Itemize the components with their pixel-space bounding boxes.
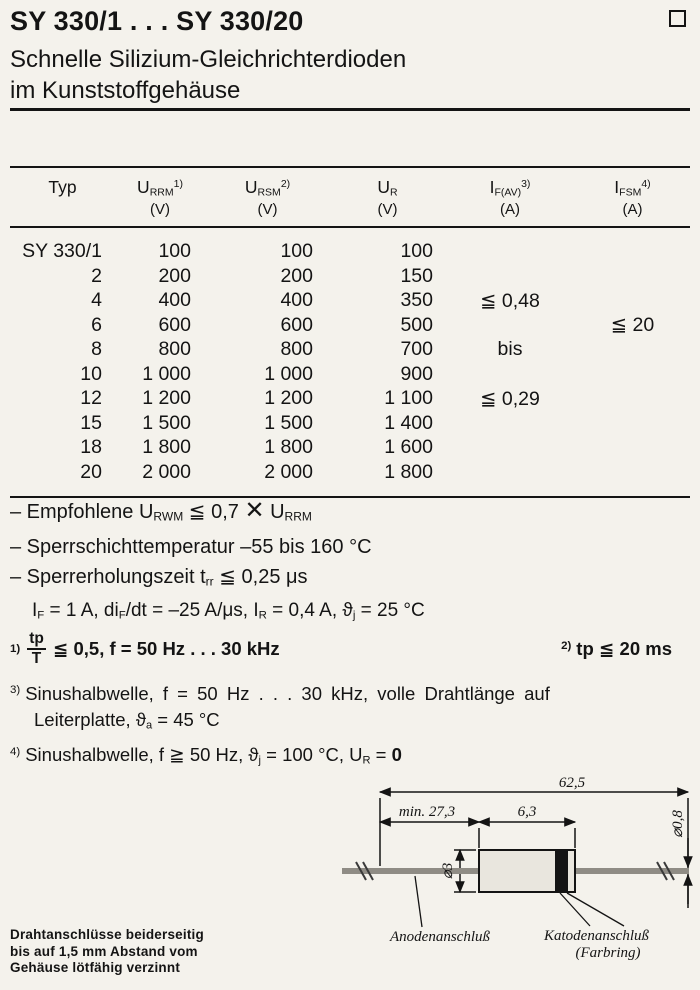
cell-typ: 12 bbox=[80, 387, 102, 410]
note-junction-temperature: – Sperrschichttemperatur –55 bis 160 °C bbox=[10, 535, 372, 558]
cell-typ: 8 bbox=[91, 338, 102, 361]
cell-ur: 1 800 bbox=[384, 460, 433, 483]
cell-typ: 10 bbox=[80, 362, 102, 385]
cell-ur: 900 bbox=[400, 362, 433, 385]
cell-ifsm bbox=[575, 264, 690, 289]
subtitle bbox=[10, 44, 406, 106]
col-header-ifav bbox=[445, 167, 575, 227]
cell-ifsm: ≦ 20 bbox=[610, 314, 655, 337]
table-row bbox=[10, 337, 690, 362]
subtitle-line-1: Schnelle Silizium-Gleichrichterdioden bbox=[10, 46, 407, 73]
cell-ursm: 800 bbox=[280, 338, 313, 361]
corner-mark bbox=[669, 10, 686, 27]
cell-ursm: 1 800 bbox=[264, 436, 313, 459]
cell-ifsm bbox=[575, 460, 690, 498]
fraction-denominator: T bbox=[31, 650, 42, 668]
cell-ifav: ≦ 0,29 bbox=[480, 387, 540, 410]
footnote-4-marker: 4) bbox=[10, 745, 21, 758]
table-row bbox=[10, 386, 690, 411]
dim-total-label: 62,5 bbox=[558, 776, 586, 791]
cell-urrm: 400 bbox=[158, 289, 191, 312]
cell-ifsm bbox=[575, 411, 690, 436]
table-row bbox=[10, 411, 690, 436]
footnote-2-text: tp ≦ 20 ms bbox=[576, 638, 672, 660]
cell-urrm: 1 500 bbox=[142, 411, 191, 434]
cell-typ: 2 bbox=[91, 264, 102, 287]
col-header-urrm bbox=[115, 167, 205, 227]
footnote-4 bbox=[10, 744, 690, 766]
solderability-note-line-1: Drahtanschlüsse beiderseitig bbox=[10, 927, 204, 942]
footnote-4-text: Sinushalbwelle, f ≧ 50 Hz, ϑj = 100 °C, UR = 0 bbox=[25, 743, 402, 767]
cell-typ: 20 bbox=[80, 460, 102, 483]
cell-ifsm bbox=[575, 227, 690, 264]
dim-lead-min-label: min. 27,3 bbox=[398, 804, 456, 820]
header-unit-ur: (V) bbox=[377, 201, 398, 219]
cell-ursm: 200 bbox=[280, 264, 313, 287]
cell-typ: 18 bbox=[80, 436, 102, 459]
header-unit-urrm: (V) bbox=[150, 201, 170, 219]
header-unit-ifsm: (A) bbox=[622, 201, 643, 219]
footnote-2-marker: 2) bbox=[561, 639, 572, 652]
cell-ifsm bbox=[575, 386, 690, 411]
cell-ur: 1 600 bbox=[384, 436, 433, 459]
col-header-ifsm bbox=[575, 167, 690, 227]
package-drawing-svg bbox=[272, 776, 696, 981]
cell-ursm: 1 200 bbox=[264, 387, 313, 410]
table-row bbox=[10, 227, 690, 264]
cell-ursm: 1 000 bbox=[264, 362, 313, 385]
diode-component bbox=[342, 850, 689, 892]
page-title: SY 330/1 . . . SY 330/20 bbox=[10, 6, 304, 36]
dim-body-length-label: 6,3 bbox=[517, 804, 537, 820]
header-symbol-ur: UR bbox=[377, 177, 398, 199]
header-symbol-ifsm: IFSM$^{4)}$ bbox=[614, 177, 651, 199]
cell-urrm: 1 000 bbox=[142, 362, 191, 385]
cell-ursm: 100 bbox=[280, 240, 313, 263]
footnote-1-marker: 1) bbox=[10, 643, 21, 656]
col-header-ur bbox=[330, 167, 445, 227]
footnote-3-line-2: Leiterplatte, ϑa = 45 °C bbox=[34, 708, 220, 731]
cell-ifav bbox=[445, 264, 575, 289]
footnote-3-marker: 3) bbox=[10, 684, 21, 697]
footnote-3-line-1 bbox=[10, 683, 690, 705]
table-header-row bbox=[10, 167, 690, 227]
solderability-note bbox=[10, 927, 204, 977]
cell-ifav bbox=[445, 435, 575, 460]
cell-ifav bbox=[445, 362, 575, 387]
cell-urrm: 600 bbox=[158, 313, 191, 336]
cell-ifav bbox=[445, 313, 575, 338]
header-unit-ifav: (A) bbox=[500, 201, 520, 219]
cell-ifav bbox=[445, 460, 575, 498]
table-row bbox=[10, 460, 690, 498]
note-test-conditions: IF = 1 A, diF/dt = –25 A/μs, IR = 0,4 A, ϑj = 25 °C bbox=[32, 600, 425, 622]
cell-ursm: 400 bbox=[280, 289, 313, 312]
cell-ifsm bbox=[575, 435, 690, 460]
cell-urrm: 2 000 bbox=[142, 460, 191, 483]
cell-typ: 4 bbox=[91, 289, 102, 312]
cathode-label: Katodenanschluß bbox=[544, 928, 649, 944]
fraction-numerator: tp bbox=[27, 631, 46, 650]
cathode-lead bbox=[575, 868, 689, 874]
cell-ifsm bbox=[575, 337, 690, 362]
anode-leader bbox=[415, 876, 422, 927]
header-unit-ursm: (V) bbox=[257, 201, 278, 219]
cathode-band bbox=[555, 850, 568, 892]
col-header-typ bbox=[10, 167, 115, 227]
header-symbol-urrm: URRM$^{1)}$ bbox=[137, 177, 183, 199]
note-reverse-recovery-time: – Sperrerholungszeit trr ≦ 0,25 μs bbox=[10, 565, 308, 589]
cell-urrm: 200 bbox=[158, 264, 191, 287]
solderability-note-line-3: Gehäuse lötfähig verzinnt bbox=[10, 960, 181, 975]
cell-ur: 350 bbox=[400, 289, 433, 312]
duty-cycle-fraction bbox=[27, 631, 46, 668]
cell-urrm: 100 bbox=[158, 240, 191, 263]
footnote-3-text: Sinushalbwelle, f = 50 Hz . . . 30 kHz, volle Drahtlänge auf bbox=[25, 682, 550, 704]
solderability-note-line-2: bis auf 1,5 mm Abstand vom bbox=[10, 943, 198, 959]
table-row bbox=[10, 264, 690, 289]
dim-body-diameter-label: ⌀3 bbox=[440, 862, 456, 880]
cell-ur: 700 bbox=[400, 338, 433, 361]
cell-urrm: 1 200 bbox=[142, 387, 191, 410]
footnote-1-row bbox=[10, 631, 690, 668]
header-symbol-ifav: IF(AV)$^{3)}$ bbox=[489, 177, 531, 199]
ratings-table bbox=[10, 166, 690, 498]
cell-typ: 15 bbox=[80, 411, 102, 434]
header-unit-typ bbox=[10, 201, 115, 217]
notes-section bbox=[10, 497, 690, 635]
header-symbol-typ: Typ bbox=[48, 177, 77, 197]
cell-typ: 6 bbox=[91, 313, 102, 336]
cell-ur: 100 bbox=[400, 240, 433, 263]
cell-ifsm bbox=[575, 288, 690, 313]
footnote-3 bbox=[10, 683, 690, 731]
cell-ursm: 2 000 bbox=[264, 460, 313, 483]
cell-ursm: 1 500 bbox=[264, 411, 313, 434]
footnote-2 bbox=[561, 638, 672, 660]
cell-ifav: bis bbox=[497, 338, 523, 361]
package-drawing bbox=[272, 776, 696, 981]
farbring-label: (Farbring) bbox=[575, 945, 641, 961]
table-row bbox=[10, 313, 690, 338]
note-recommended-urwm: – Empfohlene URWM ≦ 0,7 ✕ URRM bbox=[10, 497, 312, 524]
cell-ifsm bbox=[575, 362, 690, 387]
anode-label: Anodenanschluß bbox=[390, 929, 490, 945]
col-header-ursm bbox=[205, 167, 330, 227]
cell-ifav bbox=[445, 227, 575, 264]
subtitle-rule bbox=[10, 108, 690, 111]
cell-urrm: 1 800 bbox=[142, 436, 191, 459]
table-row bbox=[10, 288, 690, 313]
footnotes-section bbox=[10, 631, 690, 766]
footnote-1-text: ≦ 0,5, f = 50 Hz . . . 30 kHz bbox=[52, 638, 280, 660]
header-symbol-ursm: URSM$^{2)}$ bbox=[244, 177, 291, 199]
subtitle-line-2: im Kunststoffgehäuse bbox=[10, 77, 241, 104]
cell-ifav bbox=[445, 411, 575, 436]
table-row bbox=[10, 435, 690, 460]
cell-ur: 1 400 bbox=[384, 411, 433, 434]
table-row bbox=[10, 362, 690, 387]
cell-ur: 150 bbox=[400, 264, 433, 287]
cell-ur: 1 100 bbox=[384, 387, 433, 410]
dim-lead-diameter-label: ⌀0,8 bbox=[670, 810, 686, 838]
cell-ifav: ≦ 0,48 bbox=[480, 289, 540, 312]
cell-urrm: 800 bbox=[158, 338, 191, 361]
cell-ursm: 600 bbox=[280, 313, 313, 336]
cell-ur: 500 bbox=[400, 313, 433, 336]
cell-typ: SY 330/1 bbox=[22, 240, 102, 263]
